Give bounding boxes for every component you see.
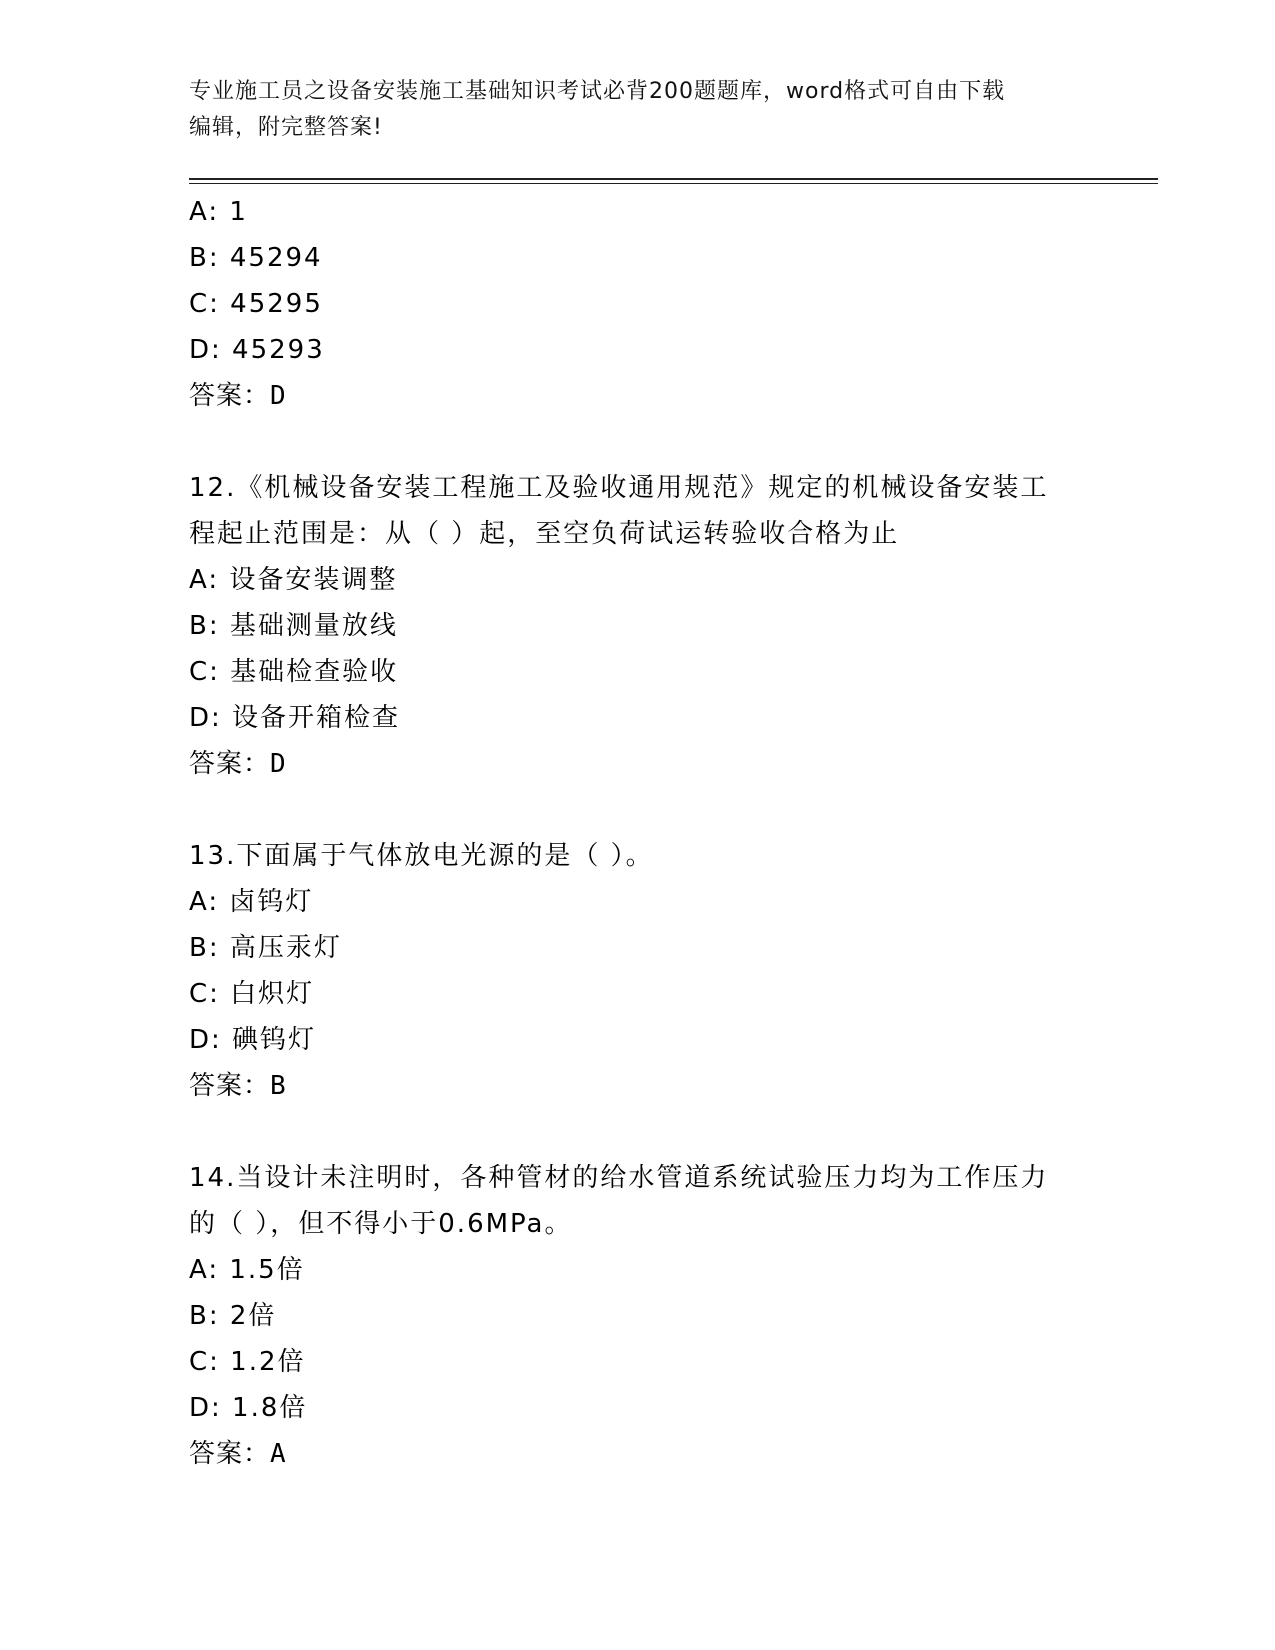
answer-line: 答案：B: [189, 1071, 287, 1101]
option-a: A: 卤钨灯: [189, 887, 314, 917]
option-a: A: 1.5倍: [189, 1255, 305, 1285]
answer-line: 答案：A: [189, 1439, 287, 1469]
option-c: C: 白炽灯: [189, 979, 315, 1009]
question-11-block: [189, 189, 1089, 419]
question-14-block: [189, 1155, 1089, 1477]
option-d: D: 45293: [189, 335, 325, 365]
spacer: [189, 1109, 1089, 1155]
option-c: C: 1.2倍: [189, 1347, 306, 1377]
option-d: D: 设备开箱检查: [189, 703, 401, 733]
question-12-block: [189, 465, 1089, 787]
option-b: B: 高压汞灯: [189, 933, 342, 963]
option-c: C: 基础检查验收: [189, 657, 399, 687]
option-a: A: 设备安装调整: [189, 565, 398, 595]
question-text: 14.当设计未注明时，各种管材的给水管道系统试验压力均为工作压力: [189, 1163, 1049, 1193]
spacer: [189, 419, 1089, 465]
option-b: B: 45294: [189, 243, 323, 273]
question-text: 的（ ），但不得小于0.6MPa。: [189, 1209, 573, 1239]
answer-line: 答案：D: [189, 749, 287, 779]
header-rule-thick: [189, 178, 1158, 180]
option-d: D: 碘钨灯: [189, 1025, 317, 1055]
option-d: D: 1.8倍: [189, 1393, 308, 1423]
header-line-2: 编辑，附完整答案!: [189, 115, 383, 140]
document-header: [189, 74, 1069, 146]
header-rule-thin: [189, 183, 1158, 184]
option-a: A: 1: [189, 197, 248, 227]
spacer: [189, 787, 1089, 833]
option-c: C: 45295: [189, 289, 323, 319]
question-list: [189, 189, 1089, 1477]
question-text: 13.下面属于气体放电光源的是（ ）。: [189, 841, 654, 871]
question-text: 12.《机械设备安装工程施工及验收通用规范》规定的机械设备安装工: [189, 473, 1049, 503]
question-13-block: [189, 833, 1089, 1109]
header-line-1: 专业施工员之设备安装施工基础知识考试必背200题题库，word格式可自由下载: [189, 79, 1006, 104]
question-text: 程起止范围是：从（ ）起，至空负荷试运转验收合格为止: [189, 519, 900, 549]
option-b: B: 2倍: [189, 1301, 277, 1331]
option-b: B: 基础测量放线: [189, 611, 398, 641]
answer-line: 答案：D: [189, 381, 287, 411]
